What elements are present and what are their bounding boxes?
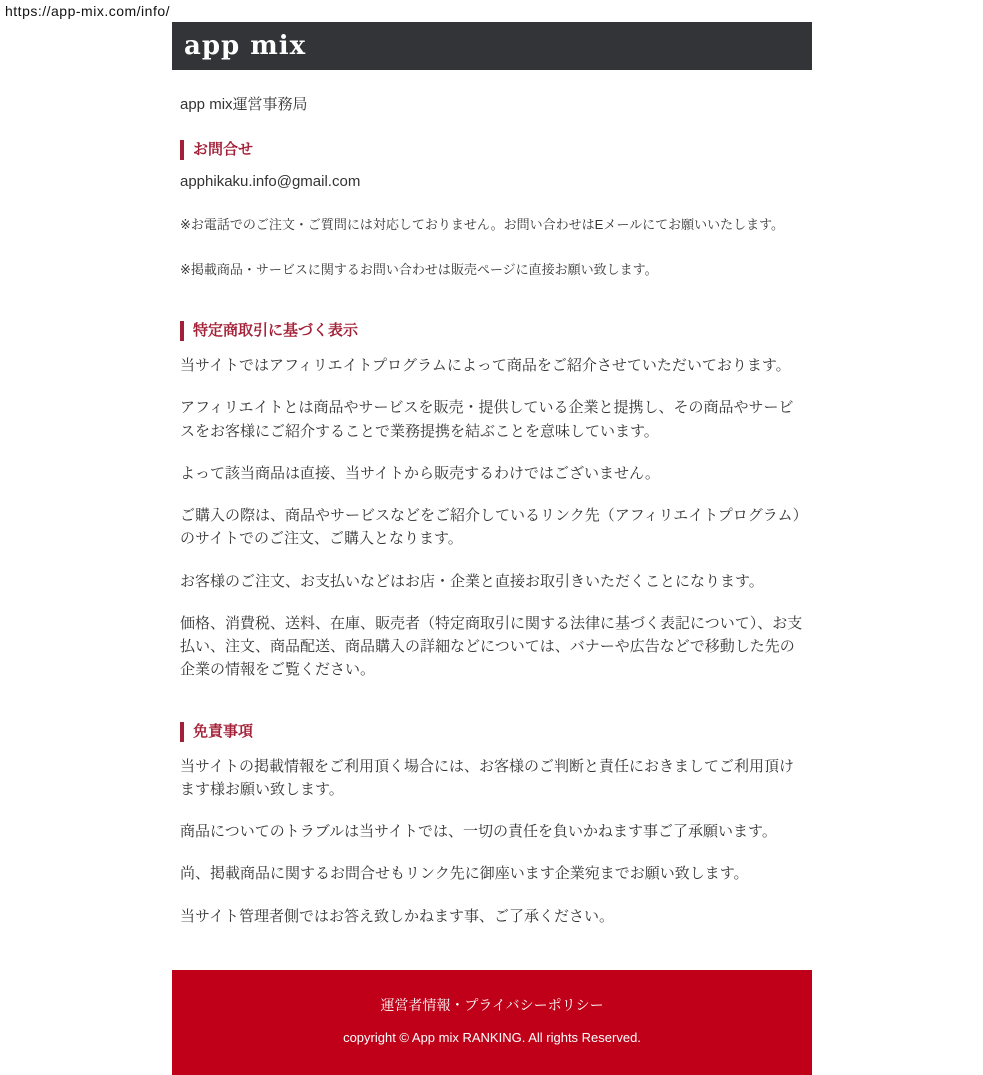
section-tokutei bbox=[180, 321, 804, 682]
organization-name: app mix運営事務局 bbox=[180, 96, 308, 113]
page-url-label: https://app-mix.com/info/ bbox=[5, 3, 171, 19]
contact-email: apphikaku.info@gmail.com bbox=[180, 173, 361, 190]
tokutei-paragraph: お客様のご注文、お支払いなどはお店・企業と直接お取引きいただくことになります。 bbox=[180, 572, 764, 590]
main-content bbox=[172, 93, 812, 928]
section-contact bbox=[180, 140, 804, 279]
disclaimer-paragraph: 当サイトの掲載情報をご利用頂く場合には、お客様のご判断と責任におきましてご利用頂けます様お願い致します。 bbox=[180, 757, 794, 798]
disclaimer-paragraph: 商品についてのトラブルは当サイトでは、一切の責任を負いかねます事ご了承願います。 bbox=[180, 823, 777, 840]
tokutei-paragraph: アフィリエイトとは商品やサービスを販売・提供している企業と提携し、その商品やサービスをお客様にご紹介することで業務提携を結ぶことを意味しています。 bbox=[180, 399, 794, 440]
tokutei-paragraph: よって該当商品は直接、当サイトから販売するわけではございません。 bbox=[180, 464, 660, 482]
section-disclaimer bbox=[180, 722, 804, 928]
disclaimer-paragraph: 尚、掲載商品に関するお問合せもリンク先に御座います企業宛までお願い致します。 bbox=[180, 865, 749, 883]
contact-note-products: ※掲載商品・サービスに関するお問い合わせは販売ページに直接お願い致します。 bbox=[180, 261, 658, 277]
contact-section-heading: お問合せ bbox=[180, 140, 804, 160]
tokutei-paragraph: 当サイトではアフィリエイトプログラムによって商品をご紹介させていただいております。 bbox=[180, 357, 791, 374]
tokutei-section-heading: 特定商取引に基づく表示 bbox=[180, 321, 804, 341]
footer-copyright: copyright © App mix RANKING. All rights Reserved. bbox=[343, 1029, 641, 1045]
tokutei-paragraph: ご購入の際は、商品やサービスなどをご紹介しているリンク先（アフィリエイトプログラム）のサイトでのご注文、ご購入となります。 bbox=[180, 507, 801, 548]
page-container bbox=[172, 22, 812, 1075]
site-logo-title: app mix bbox=[184, 31, 307, 61]
site-footer bbox=[172, 970, 812, 1075]
footer-privacy-policy-link[interactable]: 運営者情報・プライバシーポリシー bbox=[380, 996, 604, 1013]
disclaimer-section-heading: 免責事項 bbox=[180, 722, 804, 742]
tokutei-paragraph: 価格、消費税、送料、在庫、販売者（特定商取引に関する法律に基づく表記について）、お支払い、注文、商品配送、商品購入の詳細などについては、バナーや広告などで移動した先の企業の情報をご覧ください。 bbox=[180, 614, 803, 679]
disclaimer-paragraph: 当サイト管理者側ではお答え致しかねます事、ご了承ください。 bbox=[180, 907, 614, 925]
site-header bbox=[172, 22, 812, 70]
contact-note-phone: ※お電話でのご注文・ご質問には対応しておりません。お問い合わせはEメールにてお願いいたします。 bbox=[180, 217, 785, 232]
